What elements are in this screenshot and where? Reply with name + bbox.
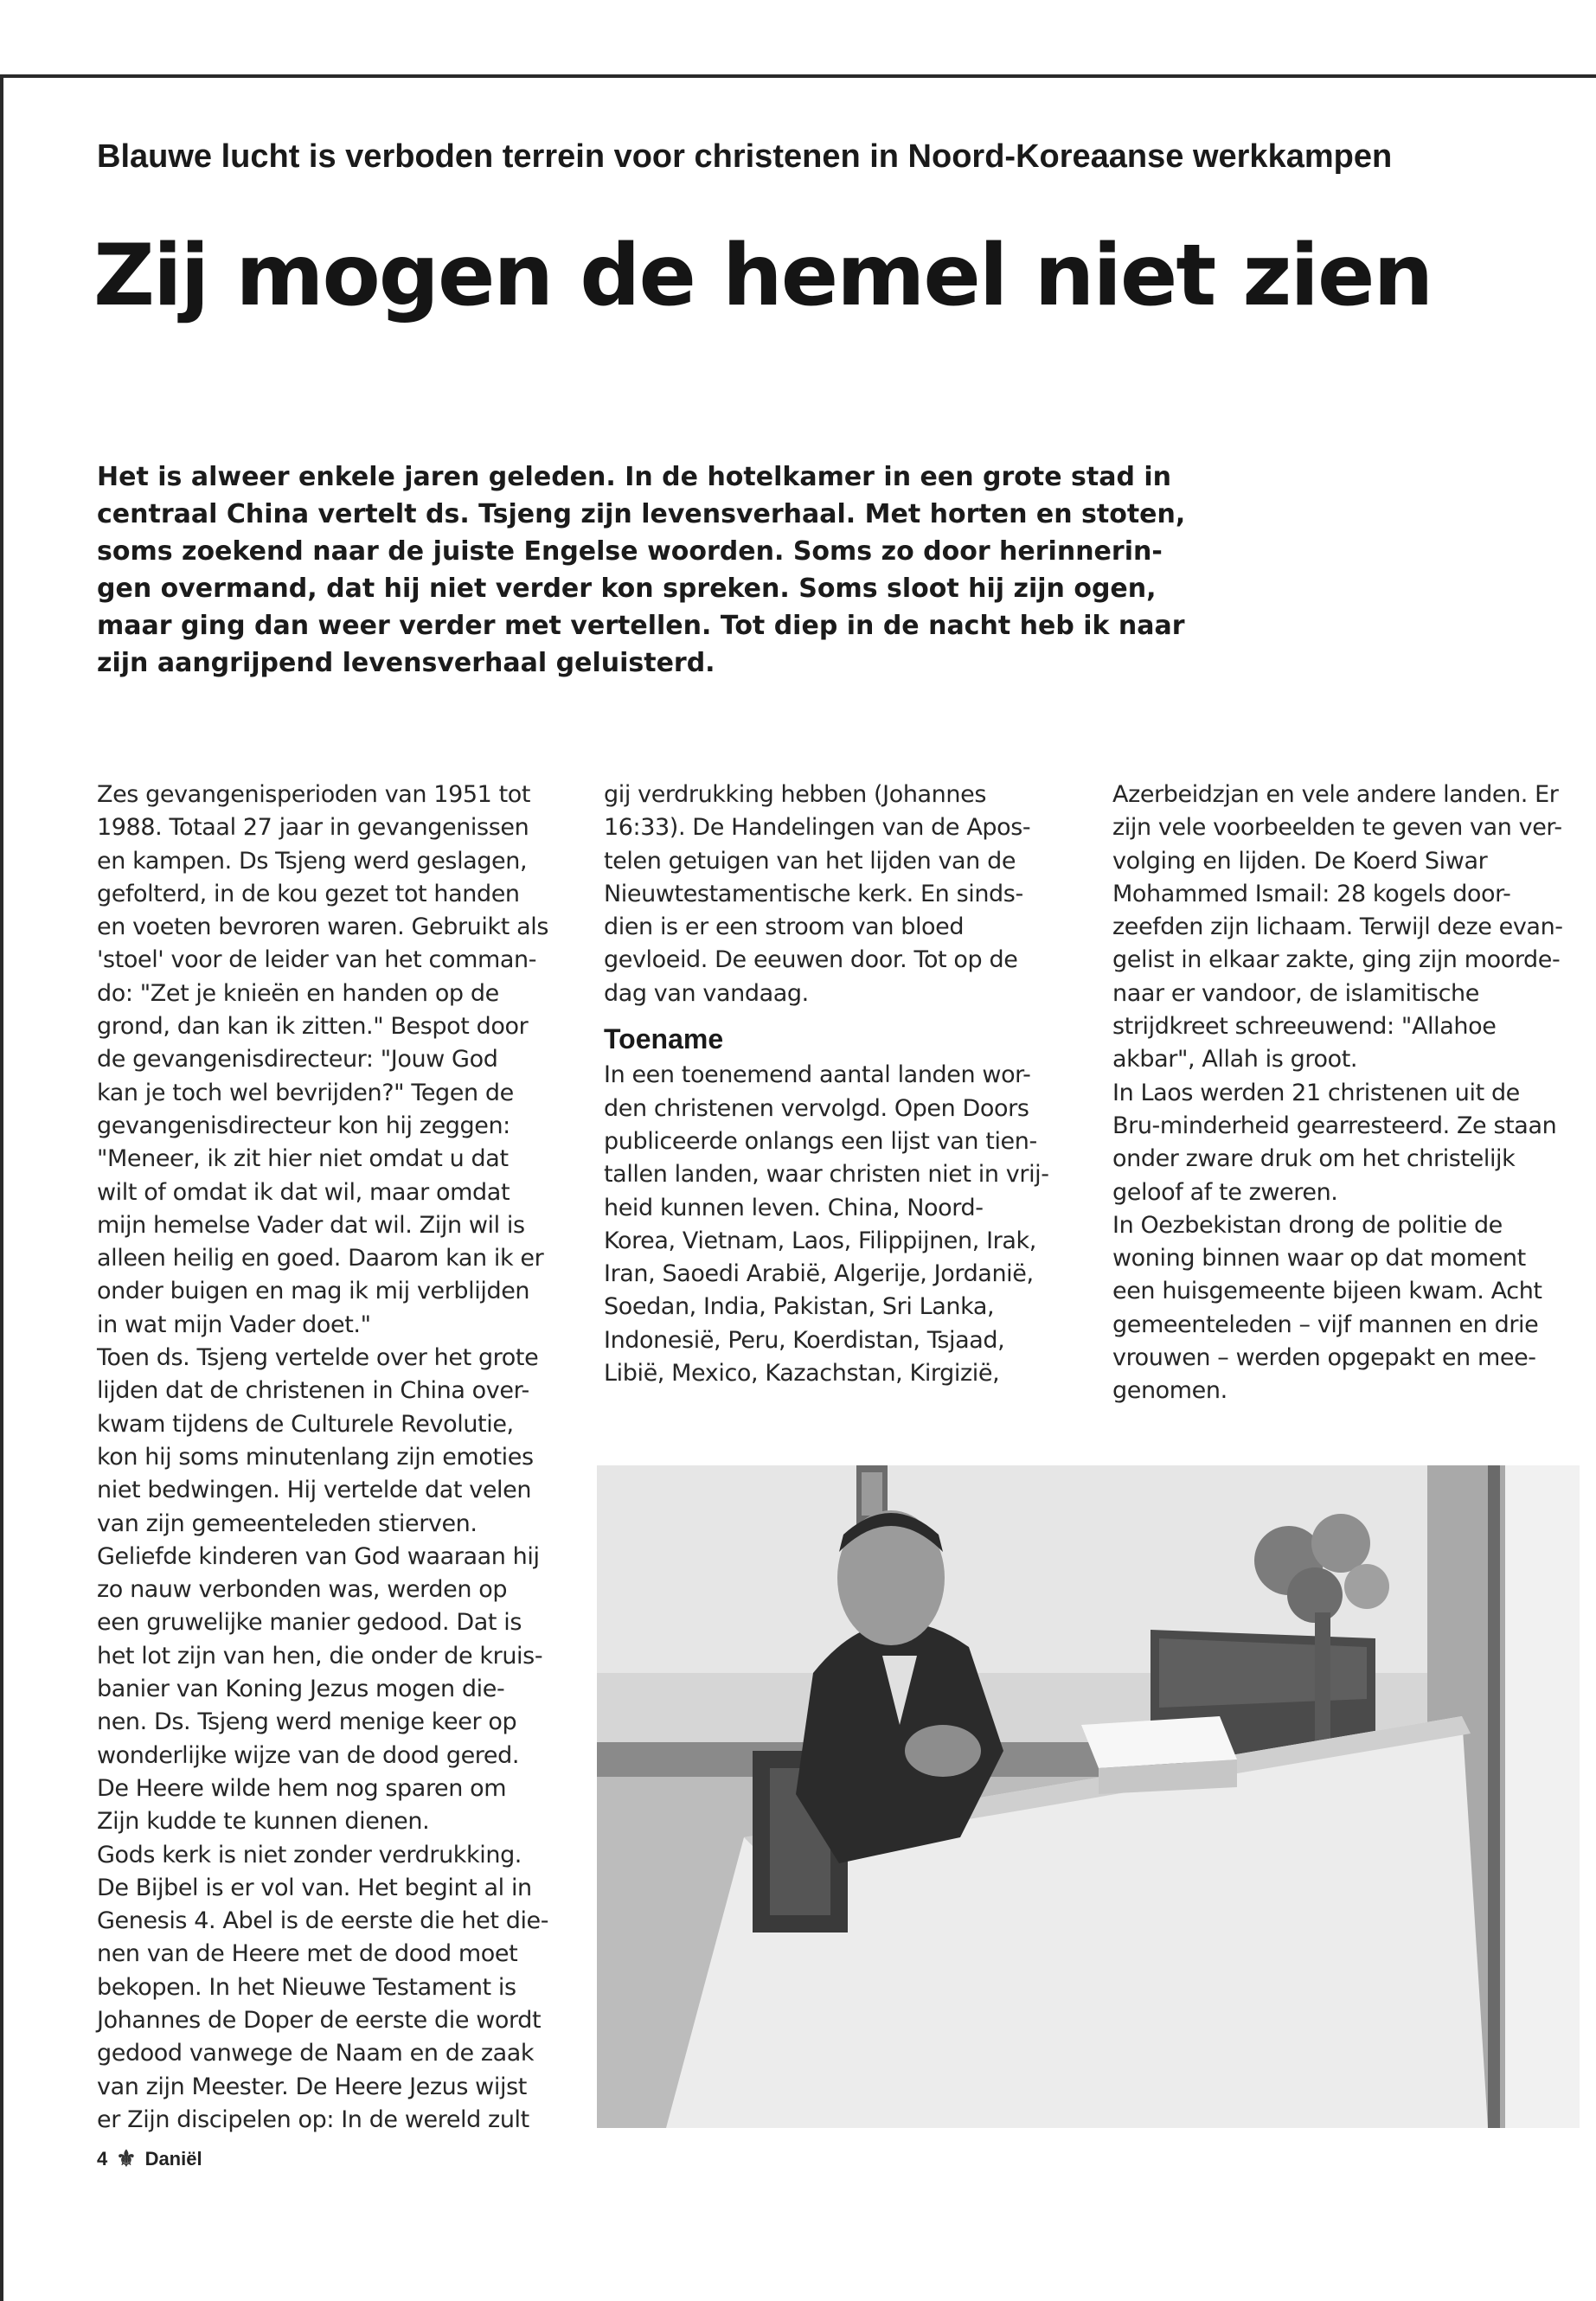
body-line: zo nauw verbonden was, werden op	[97, 1576, 508, 1604]
body-line: do: "Zet je knieën en handen op de	[97, 979, 499, 1007]
body-line: Indonesië, Peru, Koerdistan, Tsjaad,	[604, 1326, 1005, 1354]
page-footer	[97, 2145, 202, 2172]
body-line: In Oezbekistan drong de politie de	[1112, 1211, 1503, 1239]
body-line: er Zijn discipelen op: In de wereld zult	[97, 2106, 529, 2133]
body-line: gefolterd, in de kou gezet tot handen	[97, 880, 520, 907]
body-line: niet bedwingen. Hij vertelde dat velen	[97, 1477, 532, 1504]
page-number: 4	[97, 2147, 108, 2170]
body-line: van zijn gemeenteleden stierven.	[97, 1509, 478, 1537]
body-line: wonderlijke wijze van de dood gered.	[97, 1741, 520, 1769]
section-heading-toename: Toename	[604, 1023, 724, 1055]
body-line: onder zware druk om het christelijk	[1112, 1145, 1516, 1173]
body-line: akbar", Allah is groot.	[1112, 1046, 1358, 1074]
body-line: zeefden zijn lichaam. Terwijl deze evan-	[1112, 913, 1563, 941]
fleur-de-lis-icon: ⚜	[116, 2145, 137, 2171]
body-line: volging en lijden. De Koerd Siwar	[1112, 847, 1488, 875]
body-line: gemeenteleden – vijf mannen en drie	[1112, 1311, 1539, 1338]
body-line: gij verdrukking hebben (Johannes	[604, 781, 986, 808]
body-line: het lot zijn van hen, die onder de kruis-	[97, 1642, 543, 1670]
body-line: Korea, Vietnam, Laos, Filippijnen, Irak,	[604, 1227, 1036, 1254]
body-line: onder buigen en mag ik mij verblijden	[97, 1278, 530, 1305]
body-line: een huisgemeente bijeen kwam. Acht	[1112, 1278, 1542, 1305]
body-line: Nieuwtestamentische kerk. En sinds-	[604, 880, 1023, 907]
body-line: een gruwelijke manier gedood. Dat is	[97, 1609, 522, 1637]
body-line: nen. Ds. Tsjeng werd menige keer op	[97, 1708, 517, 1736]
body-line: bekopen. In het Nieuwe Testament is	[97, 1973, 516, 2001]
body-line: Soedan, India, Pakistan, Sri Lanka,	[604, 1293, 995, 1321]
body-line: 1988. Totaal 27 jaar in gevangenissen	[97, 814, 529, 842]
magazine-name: Daniël	[144, 2147, 202, 2170]
body-line: gedood vanwege de Naam en de zaak	[97, 2040, 535, 2067]
body-line: De Heere wilde hem nog sparen om	[97, 1774, 507, 1802]
kicker: Blauwe lucht is verboden terrein voor christenen in Noord-Koreaanse werkkampen	[97, 138, 1393, 175]
body-line: mijn hemelse Vader dat wil. Zijn wil is	[97, 1211, 525, 1239]
body-line: Johannes de Doper de eerste die wordt	[97, 2006, 542, 2034]
body-line: Geliefde kinderen van God waaraan hij	[97, 1542, 540, 1570]
body-line: Toen ds. Tsjeng vertelde over het grote	[97, 1344, 539, 1372]
body-line: de gevangenisdirecteur: "Jouw God	[97, 1046, 498, 1074]
body-line: gelist in elkaar zakte, ging zijn moorde-	[1112, 946, 1561, 974]
body-line: naar er vandoor, de islamitische	[1112, 979, 1479, 1007]
body-line: Gods kerk is niet zonder verdrukking.	[97, 1841, 522, 1868]
body-line: grond, dan kan ik zitten." Bespot door	[97, 1013, 529, 1041]
body-line: De Bijbel is er vol van. Het begint al in	[97, 1874, 532, 1901]
body-line: Libië, Mexico, Kazachstan, Kirgizië,	[604, 1360, 1000, 1388]
body-line: dien is er een stroom van bloed	[604, 913, 965, 941]
body-line: gevloeid. De eeuwen door. Tot op de	[604, 946, 1018, 974]
body-line: heid kunnen leven. China, Noord-	[604, 1194, 984, 1221]
body-line: kan je toch wel bevrijden?" Tegen de	[97, 1079, 514, 1106]
lead-paragraph	[97, 458, 1186, 682]
lead-line: centraal China vertelt ds. Tsjeng zijn levensverhaal. Met horten en stoten,	[97, 499, 1186, 529]
body-line: In Laos werden 21 christenen uit de	[1112, 1079, 1520, 1106]
body-line: 'stoel' voor de leider van het comman-	[97, 946, 537, 974]
body-line: in wat mijn Vader doet."	[97, 1311, 371, 1338]
lead-line: Het is alweer enkele jaren geleden. In de hotelkamer in een grote stad in	[97, 462, 1172, 492]
body-line: den christenen vervolgd. Open Doors	[604, 1094, 1029, 1122]
column-1	[97, 779, 581, 2137]
top-rule	[0, 74, 1596, 78]
body-line: Bru-minderheid gearresteerd. Ze staan	[1112, 1112, 1557, 1139]
body-line: wilt of omdat ik dat wil, maar omdat	[97, 1178, 510, 1206]
body-line: Zijn kudde te kunnen dienen.	[97, 1808, 430, 1836]
body-line: 16:33). De Handelingen van de Apos-	[604, 814, 1031, 842]
body-line: van zijn Meester. De Heere Jezus wijst	[97, 2073, 527, 2100]
lead-line: soms zoekend naar de juiste Engelse woorden. Soms zo door herinnerin-	[97, 536, 1163, 567]
body-line: kwam tijdens de Culturele Revolutie,	[97, 1410, 514, 1438]
body-line: gevangenisdirecteur kon hij zeggen:	[97, 1112, 510, 1139]
column-3	[1112, 779, 1596, 1408]
body-line: dag van vandaag.	[604, 979, 809, 1007]
column-2	[604, 779, 1088, 1390]
body-line: nen van de Heere met de dood moet	[97, 1940, 518, 1968]
body-line: tallen landen, waar christen niet in vrij-	[604, 1161, 1049, 1189]
body-line: genomen.	[1112, 1377, 1227, 1405]
body-line: kon hij soms minutenlang zijn emoties	[97, 1443, 534, 1471]
body-line: alleen heilig en goed. Daarom kan ik er	[97, 1245, 544, 1272]
body-line: telen getuigen van het lijden van de	[604, 847, 1016, 875]
body-line: Zes gevangenisperioden van 1951 tot	[97, 781, 531, 808]
body-line: "Meneer, ik zit hier niet omdat u dat	[97, 1145, 509, 1173]
article-photo	[597, 1465, 1580, 2128]
body-line: woning binnen waar op dat moment	[1112, 1245, 1526, 1272]
lead-line: gen overmand, dat hij niet verder kon spreken. Soms sloot hij zijn ogen,	[97, 574, 1157, 604]
body-line: publiceerde onlangs een lijst van tien-	[604, 1127, 1037, 1155]
body-line: Iran, Saoedi Arabië, Algerije, Jordanië,	[604, 1260, 1034, 1288]
body-line: Mohammed Ismail: 28 kogels door-	[1112, 880, 1511, 907]
body-line: banier van Koning Jezus mogen die-	[97, 1676, 505, 1703]
headline: Zij mogen de hemel niet zien	[93, 227, 1433, 325]
body-line: geloof af te zweren.	[1112, 1178, 1338, 1206]
body-line: en kampen. Ds Tsjeng werd geslagen,	[97, 847, 528, 875]
body-line: en voeten bevroren waren. Gebruikt als	[97, 913, 549, 941]
lead-line: zijn aangrijpend levensverhaal geluisterd.	[97, 648, 715, 678]
body-line: In een toenemend aantal landen wor-	[604, 1061, 1031, 1089]
body-line: lijden dat de christenen in China over-	[97, 1377, 529, 1405]
left-rule	[0, 74, 3, 2301]
body-line: Genesis 4. Abel is de eerste die het die-	[97, 1907, 549, 1935]
body-line: zijn vele voorbeelden te geven van ver-	[1112, 814, 1562, 842]
body-line: strijdkreet schreeuwend: "Allahoe	[1112, 1013, 1497, 1041]
body-line: vrouwen – werden opgepakt en mee-	[1112, 1344, 1536, 1372]
body-line: Azerbeidzjan en vele andere landen. Er	[1112, 781, 1559, 808]
lead-line: maar ging dan weer verder met vertellen. Tot diep in de nacht heb ik naar	[97, 611, 1185, 641]
